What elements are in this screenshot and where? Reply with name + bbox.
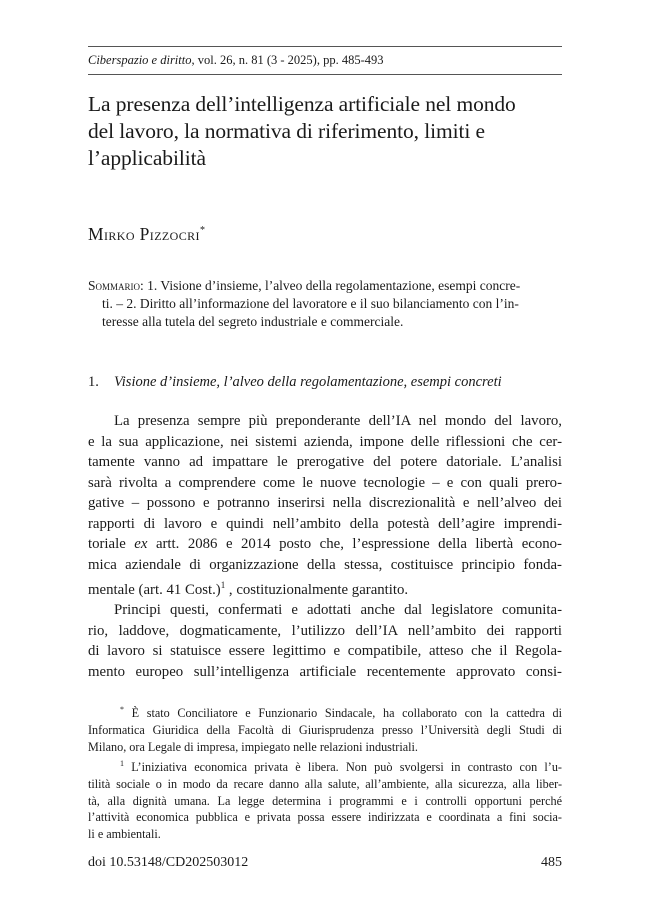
footnote-line: $^1$ L’iniziativa economica privata è libera. Non può svolgersi in contrasto con l’u-	[120, 758, 562, 774]
page-footer	[88, 855, 562, 871]
body-line: tamente vanno ad impattare le prerogative del potere datoriale. L’analisi	[88, 454, 562, 470]
body-line: rio, laddove, dogmaticamente, l’utilizzo dell’IA nell’ambito dei rapporti	[88, 622, 562, 639]
author-text: Mirko Pizzocri	[88, 224, 200, 244]
body-text	[88, 411, 562, 682]
summary-block	[88, 277, 562, 331]
doi[interactable]: doi 10.53148/CD202503012	[88, 855, 249, 870]
body-line: toriale ex artt. 2086 e 2014 posto che, l’espressione della libertà econo-	[88, 536, 562, 552]
footnote-line: Informatica Giuridica della Facoltà di Giurisprudenza presso l’Università degli Studi di	[88, 723, 562, 738]
summary-line: ti. – 2. Diritto all’informazione del lavoratore e il suo bilanciamento con l’in-	[102, 296, 519, 311]
footnotes	[88, 702, 562, 843]
body-line: Principi questi, confermati e adottati anche dal legislatore comunita-	[114, 602, 562, 619]
section-heading	[88, 374, 562, 391]
article-title	[88, 91, 562, 172]
summary-label: Sommario:	[88, 278, 144, 293]
footnote-line: tà, alla dignità umana. La legge determina i programmi e i controlli opportuni perché	[88, 793, 562, 808]
summary-line: Sommario: 1. Visione d’insieme, l’alveo della regolamentazione, esempi concre-	[88, 278, 521, 293]
page-content	[88, 46, 562, 843]
title-line: l’applicabilità	[88, 146, 206, 170]
header-rule-bottom	[88, 74, 562, 75]
page-number: 485	[541, 855, 562, 870]
body-line: e la sua applicazione, nei sistemi azienda, impone delle riflessioni che cer-	[88, 433, 562, 450]
footnote-mark: *	[120, 705, 124, 715]
footnote-line: Milano, ora Legale di impresa, impiegato nelle relazioni industriali.	[88, 740, 418, 755]
journal-details: , vol. 26, n. 81 (3 - 2025), pp. 485-493	[191, 53, 384, 67]
body-line: rapporti di lavoro e quindi nell’ambito della potestà dell’agire imprendi-	[88, 515, 562, 532]
section-title: Visione d’insieme, l’alveo della regolamentazione, esempi concreti	[114, 374, 502, 390]
summary-line: teresse alla tutela del segreto industriale e commerciale.	[102, 314, 404, 329]
journal-citation	[88, 47, 562, 74]
body-line: sarà rivolta a comprendere come le nuove tecnologie – e con quali prero-	[88, 474, 562, 491]
author-footnote-mark: *	[199, 225, 206, 237]
body-line: mica aziendale di organizzazione della stessa, costituisce principio fonda-	[88, 556, 562, 573]
body-line: mento europeo sull’intelligenza artificiale recentemente approvato consi-	[88, 663, 562, 680]
body-line: di lavoro si statuisce essere legittimo e compatibile, atteso che il Regola-	[88, 643, 562, 660]
body-line: La presenza sempre più preponderante dell’IA nel mondo del lavoro,	[114, 413, 562, 429]
body-line: gative – possono e potranno inserirsi nella discrezionalità e nell’alveo dei	[88, 495, 562, 511]
author-name	[88, 224, 562, 245]
footnote-line: l’attività economica pubblica e privata possa essere indirizzata e coordinata a fini socia-	[88, 810, 562, 825]
journal-name: Ciberspazio e diritto	[88, 53, 192, 67]
title-line: del lavoro, la normativa di riferimento, limiti e	[88, 119, 485, 143]
section-number: 1.	[88, 374, 99, 390]
title-line: La presenza dell’intelligenza artificiale nel mondo	[88, 92, 516, 116]
footnote-line: tilità sociale o in modo da recare danno alla salute, all’ambiente, alla sicurezza, alla liber-	[88, 776, 562, 791]
footnote-line: li e ambientali.	[88, 827, 161, 842]
footnote-mark: 1	[120, 758, 124, 768]
footnote-ref[interactable]: 1	[220, 580, 226, 590]
footnote-line: * È stato Conciliatore e Funzionario Sindacale, ha collaborato con la cattedra di	[120, 705, 562, 721]
body-line: mentale (art. 41 Cost.)$^1$ , costituzionalmente garantito.	[88, 580, 409, 598]
